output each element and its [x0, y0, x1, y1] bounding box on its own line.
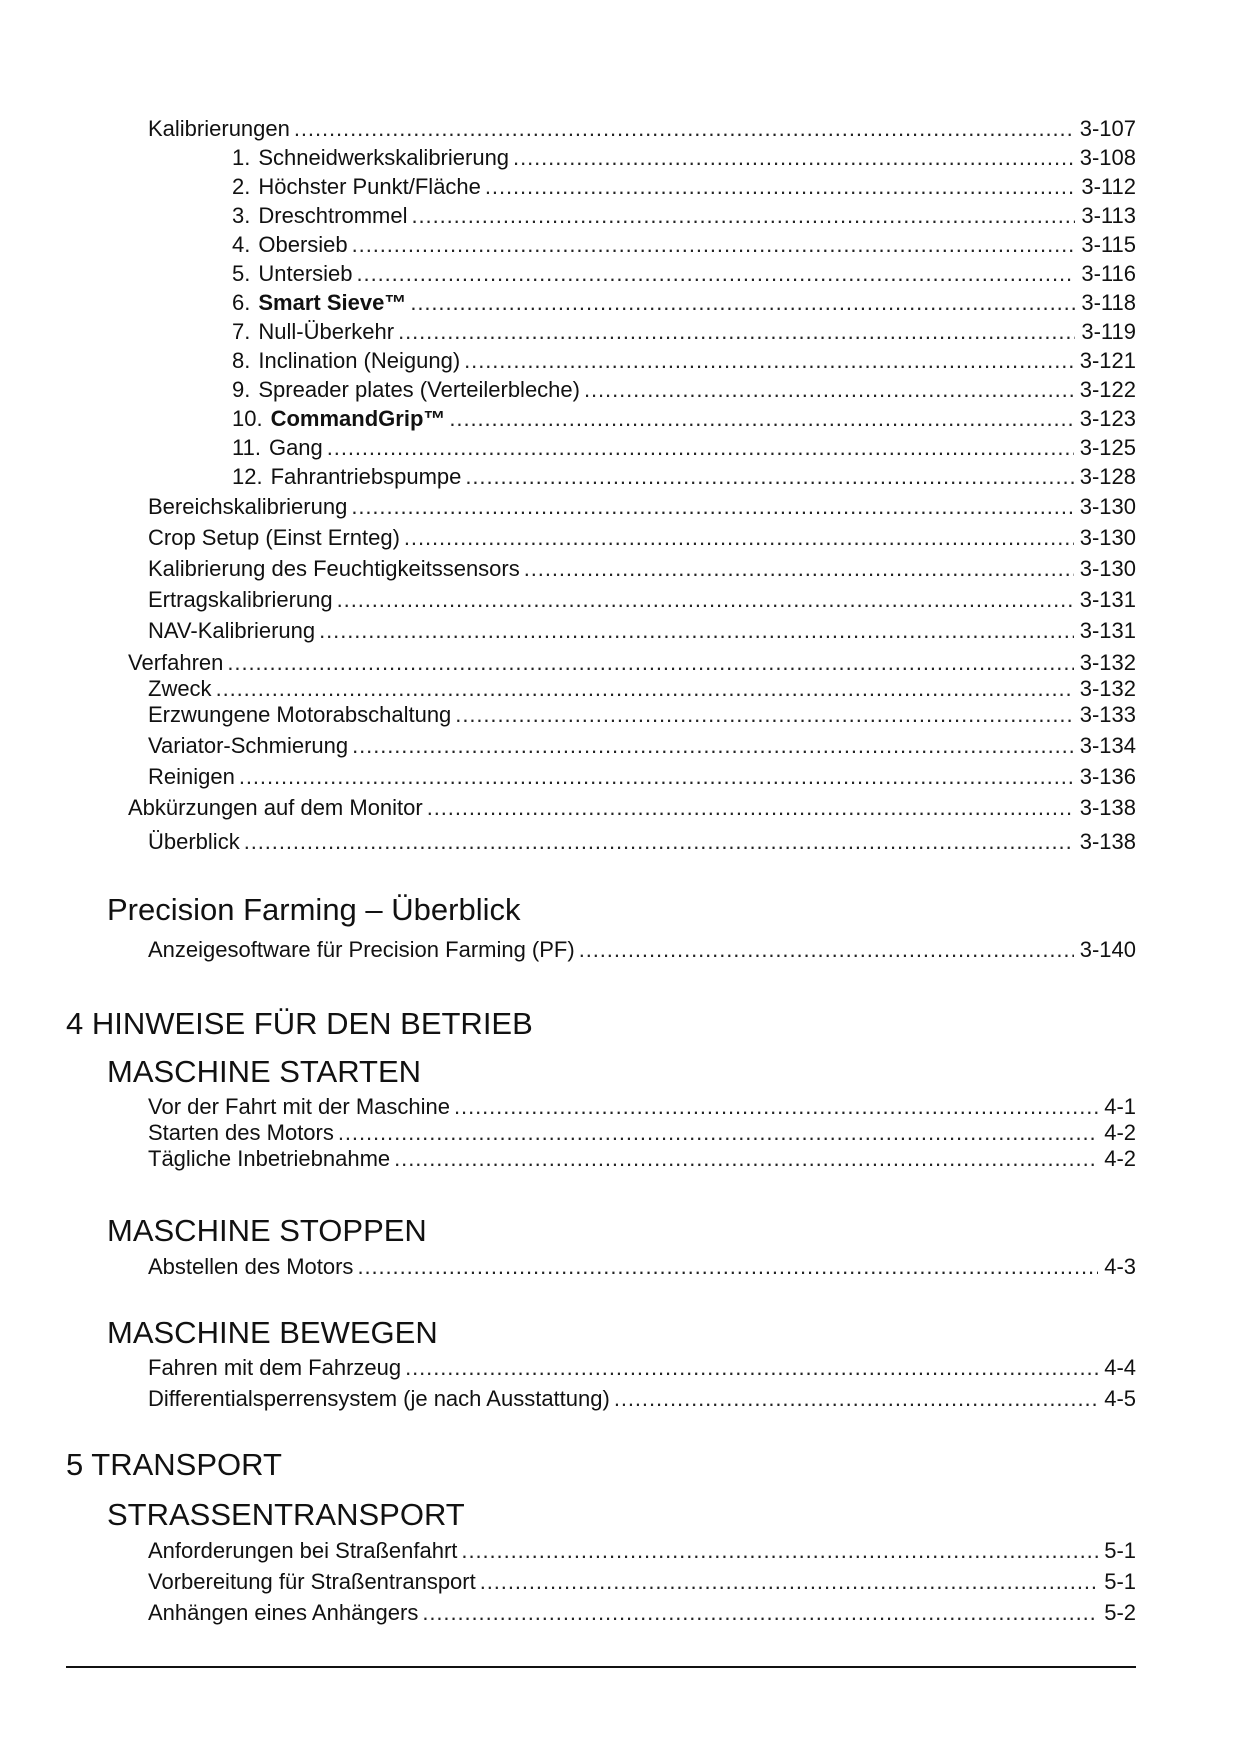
toc-entry-label: Crop Setup (Einst Ernteg) [148, 525, 400, 550]
chapter-heading-4[interactable]: 4 HINWEISE FÜR DEN BETRIEB [66, 1006, 533, 1041]
toc-entry-vor-der-fahrt[interactable] [148, 1094, 1136, 1120]
dot-leader [244, 829, 1074, 855]
toc-entry-page: 3-134 [1079, 733, 1136, 758]
toc-entry-label: Smart Sieve™ [258, 290, 407, 315]
toc-entry-label: NAV-Kalibrierung [148, 618, 316, 643]
toc-entry-page: 3-138 [1079, 795, 1136, 820]
toc-entry-kalibrierungen[interactable] [148, 116, 1136, 142]
toc-entry-number: 5. [232, 261, 251, 286]
toc-entry-reinigen[interactable] [148, 764, 1136, 790]
toc-entry-fahrantriebspumpe[interactable] [232, 464, 1136, 490]
toc-entry-number: 11. [232, 435, 261, 460]
toc-entry-label: Inclination (Neigung) [258, 348, 461, 373]
toc-entry-page: 4-5 [1104, 1386, 1136, 1411]
toc-entry-number: 3. [232, 203, 251, 228]
toc-entry-label: Abstellen des Motors [148, 1254, 354, 1279]
toc-entry-label: Verfahren [128, 650, 224, 675]
dot-leader [449, 406, 1073, 432]
toc-entry-label: Differentialsperrensystem (je nach Ausstattung) [148, 1386, 610, 1411]
toc-entry-label: Anforderungen bei Straßenfahrt [148, 1538, 458, 1563]
dot-leader [410, 290, 1075, 316]
toc-entry-page: 3-140 [1079, 937, 1136, 962]
dot-leader [338, 1120, 1098, 1146]
toc-entry-label: CommandGrip™ [270, 406, 446, 431]
section-heading-precision-farming[interactable]: Precision Farming – Überblick [107, 892, 521, 927]
section-heading-strassentransport[interactable]: STRASSENTRANSPORT [107, 1497, 465, 1532]
dot-leader [227, 650, 1073, 676]
toc-entry-label: Bereichskalibrierung [148, 494, 348, 519]
toc-entry-label: Tägliche Inbetriebnahme [148, 1146, 391, 1171]
toc-entry-page: 3-115 [1081, 232, 1136, 257]
toc-entry-label: Erzwungene Motorabschaltung [148, 702, 452, 727]
toc-entry-anforderungen-strassenfahrt[interactable] [148, 1538, 1136, 1564]
toc-entry-page: 3-107 [1079, 116, 1136, 141]
toc-entry-page: 4-2 [1104, 1146, 1136, 1171]
toc-entry-obersieb[interactable] [232, 232, 1136, 258]
toc-entry-schneidwerkskalibrierung[interactable] [232, 145, 1136, 171]
toc-entry-starten-des-motors[interactable] [148, 1120, 1136, 1146]
toc-entry-label: Fahren mit dem Fahrzeug [148, 1355, 402, 1380]
toc-entry-nav-kalibrierung[interactable] [148, 618, 1136, 644]
toc-entry-fahren-mit-dem-fahrzeug[interactable] [148, 1355, 1136, 1381]
toc-entry-crop-setup[interactable] [148, 525, 1136, 551]
toc-entry-page: 5-2 [1104, 1600, 1136, 1625]
toc-entry-commandgrip[interactable] [232, 406, 1136, 432]
dot-leader [485, 174, 1075, 200]
dot-leader [579, 937, 1074, 963]
dot-leader [351, 494, 1073, 520]
dot-leader [465, 464, 1073, 490]
toc-entry-null-ueberkehr[interactable] [232, 319, 1136, 345]
dot-leader [337, 587, 1074, 613]
toc-entry-page: 4-1 [1104, 1094, 1136, 1119]
toc-entry-number: 1. [232, 145, 251, 170]
dot-leader [614, 1386, 1098, 1412]
dot-leader [216, 676, 1074, 702]
toc-entry-page: 3-130 [1079, 556, 1136, 581]
dot-leader [319, 618, 1074, 644]
toc-entry-label: Reinigen [148, 764, 235, 789]
toc-entry-number: 8. [232, 348, 251, 373]
toc-entry-page: 3-136 [1079, 764, 1136, 789]
toc-entry-label: Vorbereitung für Straßentransport [148, 1569, 476, 1594]
toc-entry-label: Schneidwerkskalibrierung [258, 145, 510, 170]
toc-entry-label: Null-Überkehr [258, 319, 395, 344]
toc-entry-motorabschaltung[interactable] [148, 702, 1136, 728]
toc-entry-spreader-plates[interactable] [232, 377, 1136, 403]
toc-entry-taegliche-inbetriebnahme[interactable] [148, 1146, 1136, 1172]
toc-entry-page: 3-130 [1079, 525, 1136, 550]
dot-leader [464, 348, 1074, 374]
toc-entry-label: Abkürzungen auf dem Monitor [128, 795, 423, 820]
toc-entry-anhaengen-anhaenger[interactable] [148, 1600, 1136, 1626]
toc-entry-pf-software[interactable] [148, 937, 1136, 963]
toc-entry-hoechster-punkt[interactable] [232, 174, 1136, 200]
toc-entry-page: 3-125 [1079, 435, 1136, 460]
toc-entry-page: 5-1 [1104, 1538, 1136, 1563]
dot-leader [427, 795, 1074, 821]
toc-entry-label: Anhängen eines Anhängers [148, 1600, 419, 1625]
dot-leader [398, 319, 1075, 345]
toc-entry-page: 3-130 [1079, 494, 1136, 519]
toc-entry-verfahren[interactable] [128, 650, 1136, 676]
toc-entry-label: Untersieb [258, 261, 353, 286]
toc-entry-gang[interactable] [232, 435, 1136, 461]
dot-leader [294, 116, 1074, 142]
toc-entry-page: 3-128 [1079, 464, 1136, 489]
toc-entry-label: Zweck [148, 676, 212, 701]
section-heading-maschine-stoppen[interactable]: MASCHINE STOPPEN [107, 1213, 427, 1248]
toc-entry-number: 9. [232, 377, 251, 402]
toc-entry-page: 3-132 [1079, 650, 1136, 675]
dot-leader [422, 1600, 1098, 1626]
toc-entry-ueberblick[interactable] [148, 829, 1136, 855]
toc-entry-page: 4-4 [1104, 1355, 1136, 1380]
toc-entry-label: Kalibrierungen [148, 116, 290, 141]
dot-leader [327, 435, 1074, 461]
toc-entry-label: Ertragskalibrierung [148, 587, 333, 612]
dot-leader [455, 702, 1073, 728]
footer-rule [66, 1666, 1136, 1668]
toc-entry-ertragskalibrierung[interactable] [148, 587, 1136, 613]
toc-entry-dreschtrommel[interactable] [232, 203, 1136, 229]
toc-entry-label: Obersieb [258, 232, 348, 257]
toc-entry-label: Gang [268, 435, 323, 460]
toc-entry-label: Überblick [148, 829, 240, 854]
dot-leader [357, 1254, 1098, 1280]
dot-leader [412, 203, 1076, 229]
dot-leader [513, 145, 1074, 171]
toc-entry-label: Variator-Schmierung [148, 733, 349, 758]
section-heading-maschine-bewegen[interactable]: MASCHINE BEWEGEN [107, 1315, 438, 1350]
toc-entry-label: Dreschtrommel [258, 203, 408, 228]
toc-entry-label: Kalibrierung des Feuchtigkeitssensors [148, 556, 520, 581]
section-heading-maschine-starten[interactable]: MASCHINE STARTEN [107, 1054, 422, 1089]
dot-leader [352, 232, 1076, 258]
toc-entry-vorbereitung-strassentransport[interactable] [148, 1569, 1136, 1595]
dot-leader [480, 1569, 1098, 1595]
toc-entry-page: 3-131 [1079, 587, 1136, 612]
toc-entry-page: 3-121 [1079, 348, 1136, 373]
toc-entry-label: Höchster Punkt/Fläche [258, 174, 481, 199]
toc-entry-page: 3-118 [1081, 290, 1136, 315]
toc-entry-bereichskalibrierung[interactable] [148, 494, 1136, 520]
dot-leader [584, 377, 1074, 403]
dot-leader [404, 525, 1074, 551]
toc-entry-page: 3-108 [1079, 145, 1136, 170]
toc-entry-page: 3-123 [1079, 406, 1136, 431]
toc-entry-page: 3-116 [1081, 261, 1136, 286]
toc-entry-page: 3-119 [1081, 319, 1136, 344]
toc-entry-zweck[interactable] [148, 676, 1136, 702]
toc-entry-label: Spreader plates (Verteilerbleche) [258, 377, 580, 402]
toc-entry-number: 10. [232, 406, 263, 431]
toc-entry-page: 3-132 [1079, 676, 1136, 701]
toc-entry-page: 3-131 [1079, 618, 1136, 643]
toc-entry-inclination[interactable] [232, 348, 1136, 374]
toc-entry-page: 3-113 [1081, 203, 1136, 228]
toc-entry-feuchtigkeitssensor[interactable] [148, 556, 1136, 582]
dot-leader [461, 1538, 1098, 1564]
toc-entry-number: 6. [232, 290, 251, 315]
toc-entry-abkuerzungen[interactable] [128, 795, 1136, 821]
toc-entry-number: 12. [232, 464, 263, 489]
toc-entry-page: 5-1 [1104, 1569, 1136, 1594]
dot-leader [352, 733, 1074, 759]
toc-entry-page: 3-122 [1079, 377, 1136, 402]
toc-entry-page: 3-138 [1079, 829, 1136, 854]
toc-entry-label: Starten des Motors [148, 1120, 334, 1145]
dot-leader [394, 1146, 1098, 1172]
toc-entry-abstellen-des-motors[interactable] [148, 1254, 1136, 1280]
toc-entry-page: 4-3 [1104, 1254, 1136, 1279]
dot-leader [454, 1094, 1098, 1120]
dot-leader [239, 764, 1074, 790]
toc-entry-page: 4-2 [1104, 1120, 1136, 1145]
toc-entry-differentialsperrensystem[interactable] [148, 1386, 1136, 1412]
toc-entry-page: 3-133 [1079, 702, 1136, 727]
toc-entry-smart-sieve[interactable] [232, 290, 1136, 316]
toc-entry-label: Fahrantriebspumpe [270, 464, 462, 489]
dot-leader [357, 261, 1076, 287]
toc-entry-label: Anzeigesoftware für Precision Farming (PF) [148, 937, 575, 962]
toc-entry-variator-schmierung[interactable] [148, 733, 1136, 759]
toc-entry-number: 4. [232, 232, 251, 257]
toc-entry-page: 3-112 [1081, 174, 1136, 199]
toc-entry-number: 7. [232, 319, 251, 344]
toc-entry-untersieb[interactable] [232, 261, 1136, 287]
chapter-heading-5[interactable]: 5 TRANSPORT [66, 1447, 282, 1482]
toc-entry-number: 2. [232, 174, 251, 199]
toc-entry-label: Vor der Fahrt mit der Maschine [148, 1094, 451, 1119]
dot-leader [405, 1355, 1098, 1381]
dot-leader [524, 556, 1074, 582]
